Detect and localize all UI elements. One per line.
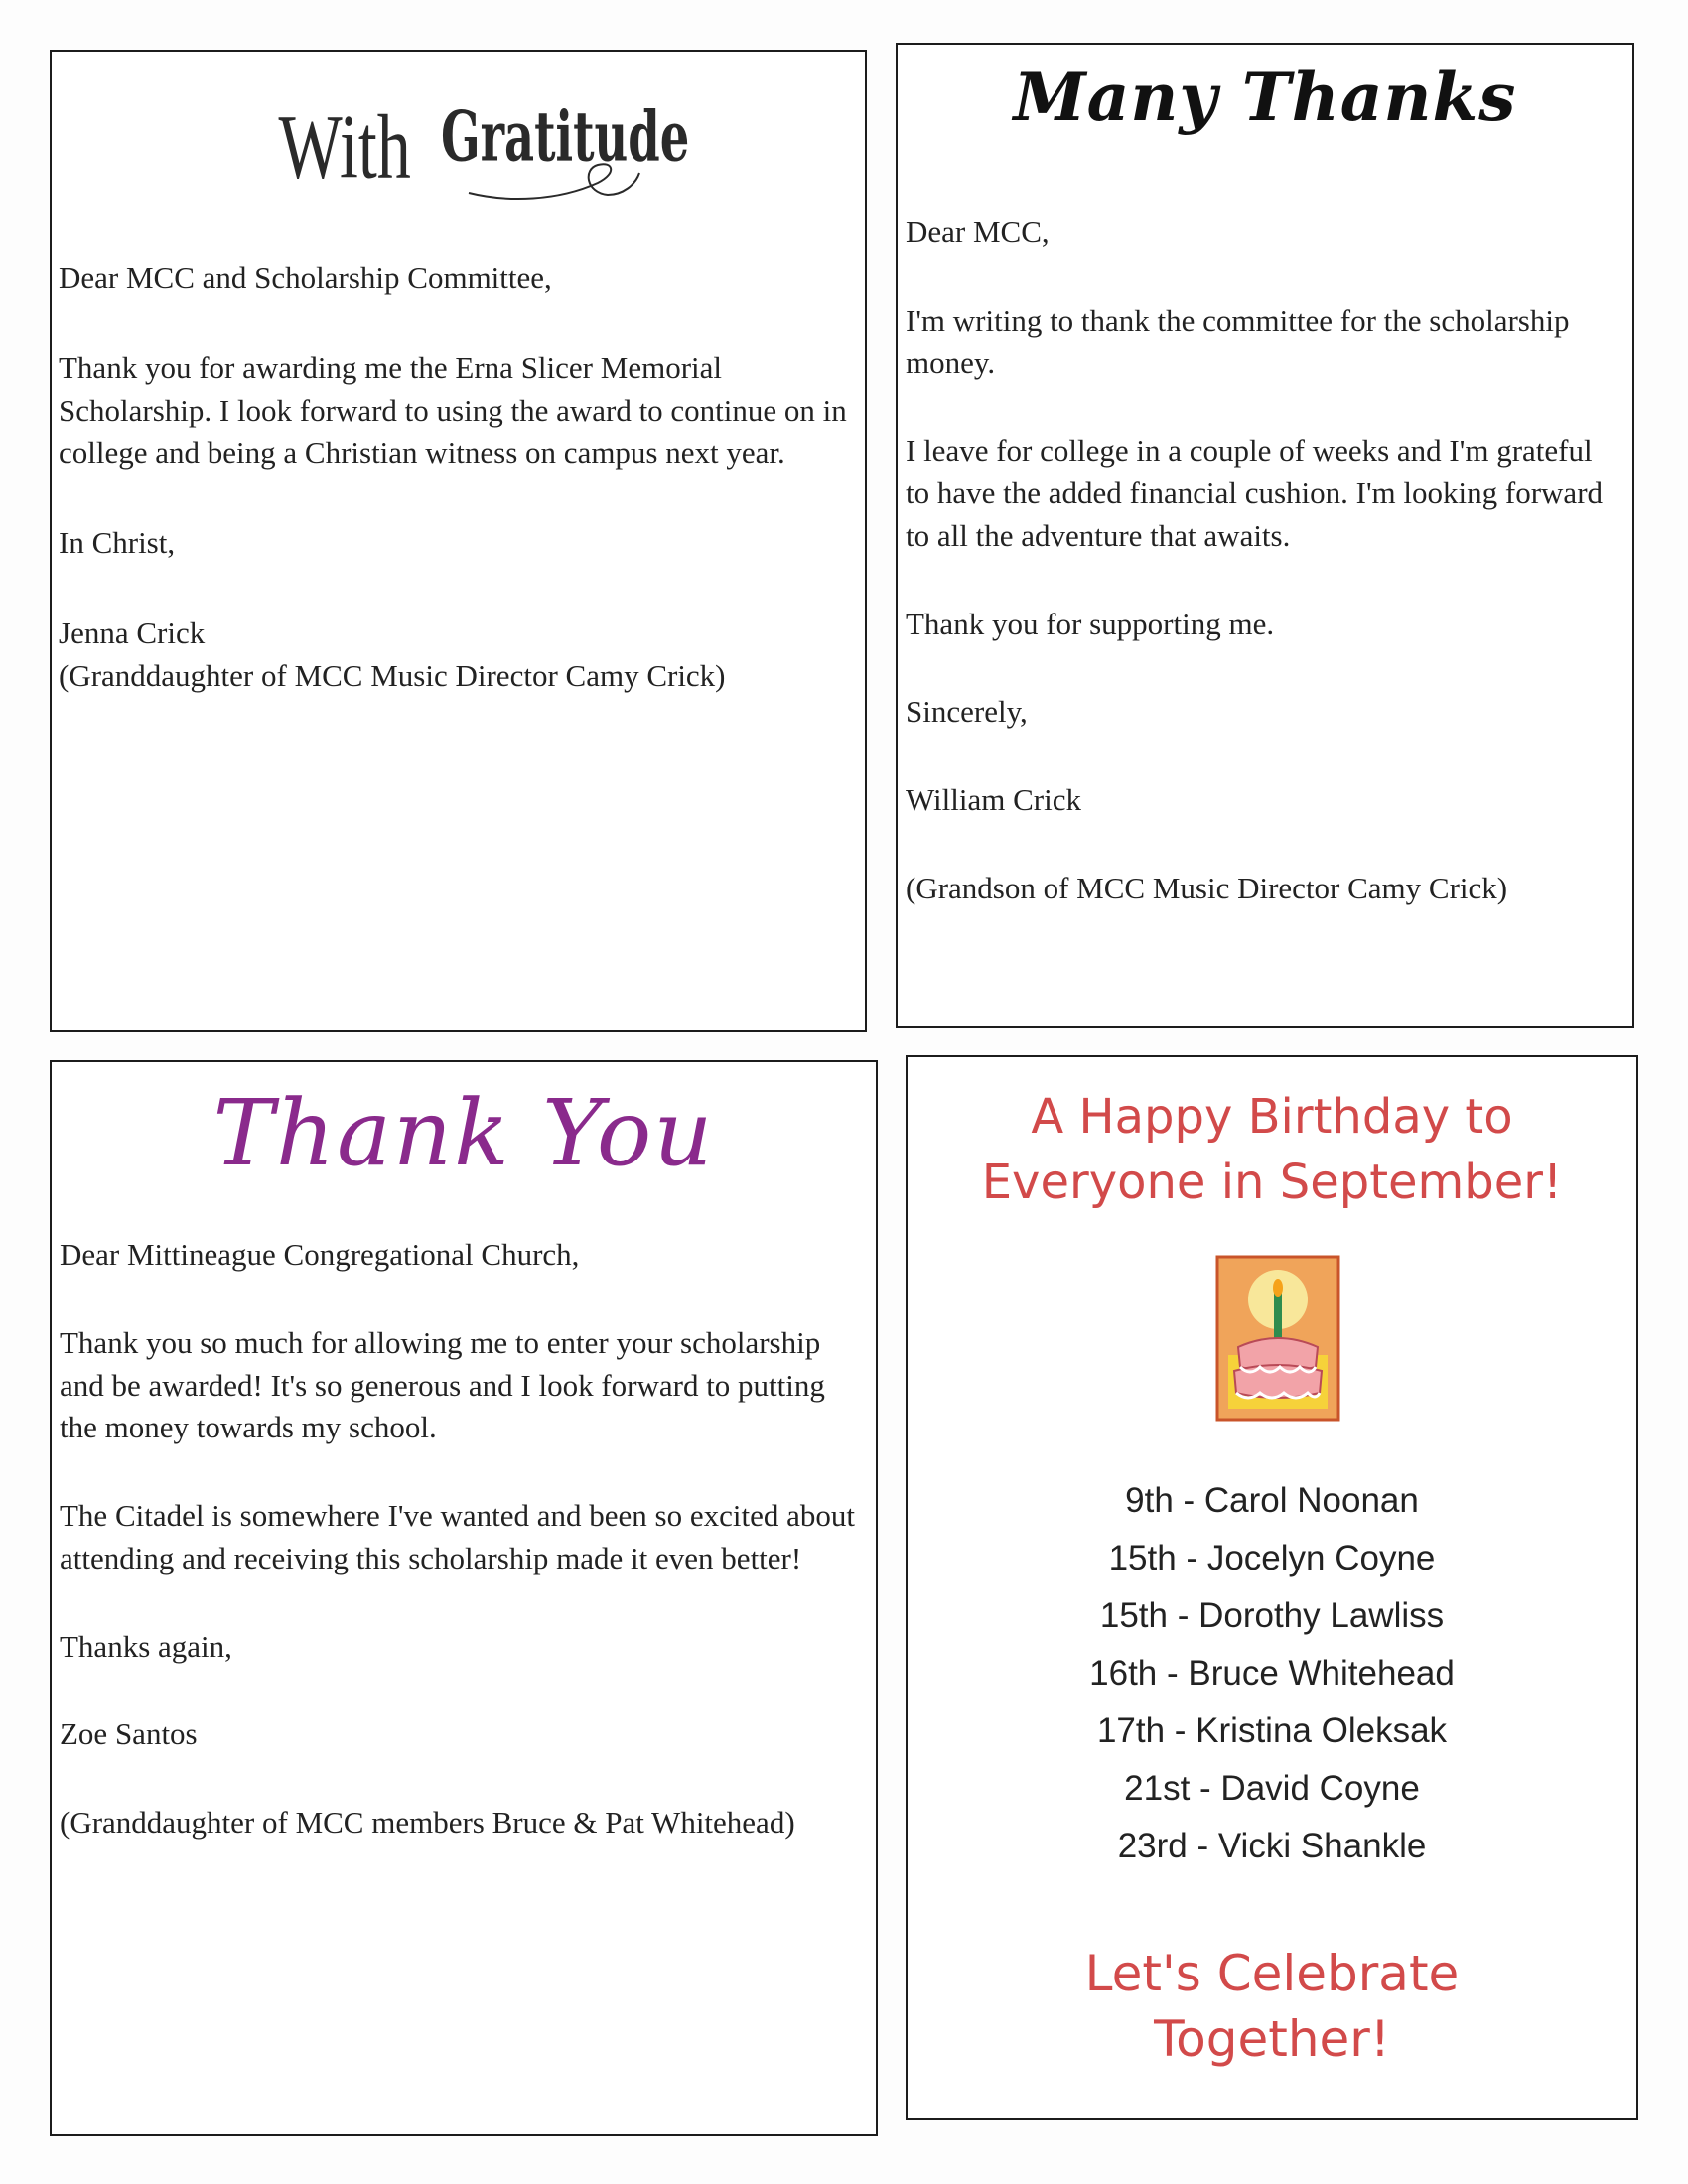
celebrate-line: Let's Celebrate <box>1084 1945 1460 2002</box>
list-item: 23rd - Vicki Shankle <box>1117 1827 1427 1865</box>
signature-note: (Grandson of MCC Music Director Camy Crick) <box>906 870 1508 905</box>
with-gratitude-heading <box>52 73 865 222</box>
birthday-heading-line: A Happy Birthday to <box>1031 1089 1513 1145</box>
thank-you-letter-body <box>60 1234 864 1890</box>
with-gratitude-logo <box>270 73 689 222</box>
birthday-cake-icon <box>1216 1256 1339 1421</box>
letter-paragraph: Thank you for supporting me. <box>906 606 1275 641</box>
celebrate-footer <box>908 1941 1636 2072</box>
svg-text:With: With <box>278 96 411 199</box>
signature-note: (Granddaughter of MCC Music Director Camy Crick) <box>59 657 726 693</box>
birthday-heading-line: Everyone in September! <box>981 1154 1563 1210</box>
list-item: 17th - Kristina Oleksak <box>1096 1711 1448 1750</box>
letter-paragraph: I leave for college in a couple of weeks and I'm grateful to have the added financial cushion. I'm looking forward to all the adventure that awaits. <box>906 433 1604 553</box>
list-item: 9th - Carol Noonan <box>1125 1481 1419 1520</box>
gratitude-letter-body <box>59 257 853 697</box>
list-item: 21st - David Coyne <box>1124 1769 1420 1808</box>
list-item: 15th - Jocelyn Coyne <box>1108 1539 1436 1577</box>
birthdays-panel <box>906 1055 1638 2120</box>
svg-text:Gratitude: Gratitude <box>440 94 689 178</box>
letter-paragraph: Thank you so much for allowing me to enter your scholarship and be awarded! It's so generous and I look forward to putting the money towards my school. <box>60 1324 825 1445</box>
letter-paragraph: The Citadel is somewhere I've wanted and been so excited about attending and receiving this scholarship made it even better! <box>60 1498 855 1575</box>
signature-name: Jenna Crick <box>59 614 206 650</box>
birthday-list <box>908 1472 1636 1875</box>
thank-you-heading: Thank You <box>212 1080 715 1186</box>
celebrate-line: Together! <box>1154 2010 1390 2068</box>
list-item: 15th - Dorothy Lawliss <box>1099 1596 1445 1635</box>
gratitude-letter-panel <box>50 50 867 1032</box>
signature-name: William Crick <box>906 782 1081 818</box>
closing: Thanks again, <box>60 1628 232 1664</box>
letter-paragraph: I'm writing to thank the committee for the scholarship money. <box>906 302 1570 380</box>
letter-paragraph: Thank you for awarding me the Erna Slicer Memorial Scholarship. I look forward to using the award to continue on in college and being a Christian witness on campus next year. <box>59 349 847 471</box>
salutation: Dear MCC, <box>906 214 1050 249</box>
signature-note: (Granddaughter of MCC members Bruce & Pat Whitehead) <box>60 1805 795 1841</box>
salutation: Dear MCC and Scholarship Committee, <box>59 260 552 295</box>
many-thanks-letter-body <box>906 211 1620 956</box>
list-item: 16th - Bruce Whitehead <box>1089 1654 1455 1693</box>
thank-you-letter-panel <box>50 1060 878 2136</box>
many-thanks-letter-panel <box>896 43 1634 1028</box>
birthday-heading <box>908 1085 1636 1216</box>
closing: Sincerely, <box>906 694 1028 730</box>
salutation: Dear Mittineague Congregational Church, <box>60 1237 580 1272</box>
signature-name: Zoe Santos <box>60 1716 198 1752</box>
many-thanks-heading: Many Thanks <box>1013 59 1517 136</box>
closing: In Christ, <box>59 525 176 561</box>
